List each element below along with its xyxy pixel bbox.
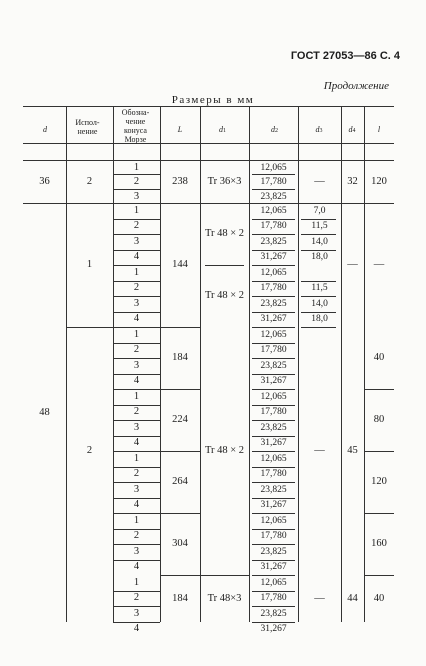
table-rule [113,265,160,266]
col-header-d2-sub: 2 [275,128,278,134]
thread-d1: Tr 48 × 2 [204,228,245,239]
table-rule [113,358,160,359]
table-rule [113,189,160,190]
table-rule [113,498,160,499]
table-rule [252,265,295,266]
morse-number: 3 [133,483,140,495]
morse-number: 2 [133,592,140,604]
morse-number: 4 [133,623,140,635]
d2-value: 12,065 [260,205,287,216]
morse-number: 2 [133,176,140,188]
col-header-L: L [177,125,183,134]
d2-value: 31,267 [260,252,287,263]
table-rule [252,405,295,406]
d2-value: 12,065 [260,453,287,464]
morse-number: 3 [133,607,140,619]
d3-value: 14,0 [311,298,328,309]
col-header-d2-letter: d [271,125,275,134]
d2-value: 17,780 [260,469,287,480]
table-rule [66,106,67,622]
table-rule [301,312,336,313]
d3-value: 11,5 [311,283,328,294]
table-rule [205,265,244,266]
table-rule [113,513,160,514]
d2-value: 23,825 [260,608,287,619]
table-rule [113,281,160,282]
morse-number: 4 [133,313,140,325]
table-rule [252,498,295,499]
d2-value: 17,780 [260,221,287,232]
thread-d1: Tr 48 × 2 [204,445,245,456]
table-rule [113,219,160,220]
d3-value: — [314,175,325,187]
table-rule [298,106,299,622]
d2-value: 23,825 [260,484,287,495]
table-rule [113,312,160,313]
table-rule [301,219,336,220]
d2-value: 31,267 [260,438,287,449]
table-rule [252,312,295,313]
col-header-d1 [200,125,245,134]
length-l: 160 [371,538,387,549]
table-rule [252,606,295,607]
d2-value: 12,065 [260,515,287,526]
table-rule [113,606,160,607]
morse-number: 1 [133,328,140,340]
length-L: 144 [172,259,188,270]
morse-number: 4 [133,499,140,511]
d4-value: 32 [347,175,358,187]
table-rule [113,467,160,468]
table-rule [113,343,160,344]
table-rule [160,575,200,576]
table-rule [23,160,394,161]
morse-number: 2 [133,468,140,480]
morse-number: 3 [133,297,140,309]
table-rule [252,219,295,220]
table-rule [252,560,295,561]
thread-d1: Tr 48×3 [207,592,242,604]
d2-value: 23,825 [260,422,287,433]
table-rule [252,622,295,623]
d2-value: 23,825 [260,546,287,557]
morse-number: 2 [133,406,140,418]
nominal-diameter: 48 [39,406,50,418]
table-rule [160,451,200,452]
d3-value: 7,0 [313,205,326,216]
table-rule [364,106,365,622]
length-L: 184 [172,592,188,604]
d2-value: 23,825 [260,360,287,371]
table-rule [364,451,394,452]
variant-number: 2 [86,445,93,456]
col-header-d4-letter: d [348,125,353,134]
table-rule [301,250,336,251]
table-rule [252,529,295,530]
table-rule [364,389,394,390]
d2-value: 17,780 [260,283,287,294]
d3-value: 14,0 [311,236,328,247]
table-rule [113,234,160,235]
d4-value: — [347,259,358,270]
col-header-d1-letter: d [219,125,223,134]
variant-number: 2 [86,175,93,187]
d2-value: 23,825 [260,191,287,202]
morse-number: 1 [133,162,140,173]
table-rule [113,560,160,561]
table-rule [113,591,160,592]
table-rule [113,374,160,375]
table-rule [113,529,160,530]
continuation-label: Продолжение [323,80,389,92]
morse-number: 4 [133,251,140,263]
d3-value: — [314,592,325,604]
table-rule [252,250,295,251]
morse-number: 1 [133,514,140,526]
table-rule [301,296,336,297]
d2-value: 31,267 [260,562,287,573]
d3-value: — [314,445,325,456]
col-header-d3 [300,125,338,134]
length-L: 184 [172,352,188,363]
d2-value: 12,065 [260,329,287,340]
d4-value: 45 [347,445,358,456]
col-header-d4 [342,125,362,134]
morse-number: 3 [133,190,140,202]
length-l: — [373,259,385,270]
length-l: 120 [371,175,387,187]
d2-value: 12,065 [260,267,287,278]
d2-value: 17,780 [260,177,287,188]
table-rule [252,420,295,421]
table-rule [252,358,295,359]
table-rule [252,374,295,375]
table-rule [113,482,160,483]
d2-value: 31,267 [260,500,287,511]
length-L: 238 [172,175,188,187]
d2-value: 17,780 [260,407,287,418]
table-rule [113,451,160,452]
table-rule [364,575,394,576]
table-rule [301,234,336,235]
table-rule [23,106,394,107]
col-header-morse: Обозна- чение конуса Морзе [121,108,150,144]
col-header-l: l [377,125,381,134]
table-rule [113,420,160,421]
morse-number: 2 [133,344,140,356]
length-L: 264 [172,476,188,487]
d2-value: 17,780 [260,531,287,542]
table-rule [160,106,161,622]
table-rule [364,513,394,514]
morse-number: 3 [133,235,140,247]
morse-number: 4 [133,437,140,449]
thread-d1: Tr 36×3 [207,175,242,187]
table-rule [113,544,160,545]
table-rule [113,389,160,390]
d2-value: 17,780 [260,593,287,604]
table-rule [113,106,114,622]
table-rule [341,106,342,622]
table-rule [252,174,295,175]
d2-value: 23,825 [260,236,287,247]
nominal-diameter: 36 [39,175,50,187]
d2-value: 31,267 [260,376,287,387]
d2-value: 12,065 [260,391,287,402]
col-header-d1-sub: 1 [223,128,226,134]
col-header-d2 [252,125,297,134]
d3-value: 18,0 [311,314,328,325]
table-rule [252,389,295,390]
length-l: 40 [373,352,385,363]
table-rule [249,106,250,622]
thread-d1: Tr 48 × 2 [204,290,245,301]
table-rule [160,389,200,390]
d2-value: 31,267 [260,314,287,325]
d4-value: 44 [347,592,358,604]
col-header-variant: Испол- нение [75,118,100,136]
table-rule [252,467,295,468]
morse-number: 3 [133,359,140,371]
table-rule [113,250,160,251]
table-rule [252,281,295,282]
table-rule [113,622,160,623]
col-header-d3-sub: 3 [319,128,323,134]
table-rule [301,281,336,282]
table-rule [200,106,201,622]
morse-number: 4 [133,561,140,573]
morse-number: 2 [133,282,140,294]
d2-value: 23,825 [260,298,287,309]
table-rule [252,513,295,514]
d2-value: 31,267 [260,624,287,635]
d3-value: 18,0 [311,252,328,263]
length-L: 304 [172,538,188,549]
d2-value: 17,780 [260,345,287,356]
morse-number: 1 [133,266,140,278]
table-caption: Размеры в мм [171,94,255,106]
morse-number: 4 [133,375,140,387]
table-rule [252,482,295,483]
morse-number: 2 [133,530,140,542]
morse-number: 3 [133,545,140,557]
morse-number: 3 [133,421,140,433]
variant-number: 1 [86,259,93,270]
morse-number: 1 [133,204,140,216]
table-rule [252,343,295,344]
table-rule [200,575,249,576]
table-rule [301,327,336,328]
table-rule [252,296,295,297]
table-rule [252,544,295,545]
table-rule [252,234,295,235]
table-rule [252,451,295,452]
morse-number: 1 [133,390,140,402]
table-rule [252,189,295,190]
table-rule [23,143,394,144]
col-header-d: d [43,125,47,134]
length-L: 224 [172,414,188,425]
table-rule [113,174,160,175]
standard-header: ГОСТ 27053—86 С. 4 [290,50,400,62]
table-rule [252,591,295,592]
table-rule [113,405,160,406]
length-l: 40 [373,592,385,604]
d2-value: 12,065 [260,163,287,173]
col-header-d4-sub: 4 [352,128,356,134]
length-l: 80 [373,414,385,425]
d3-value: 11,5 [311,221,328,232]
table-rule [113,296,160,297]
col-header-d3-letter: d [315,125,320,134]
table-rule [252,436,295,437]
d2-value: 12,065 [260,577,287,588]
length-l: 120 [371,476,387,487]
morse-number: 1 [133,452,140,464]
morse-number: 2 [133,220,140,232]
table-rule [160,513,200,514]
morse-number: 1 [133,576,140,588]
table-rule [113,436,160,437]
